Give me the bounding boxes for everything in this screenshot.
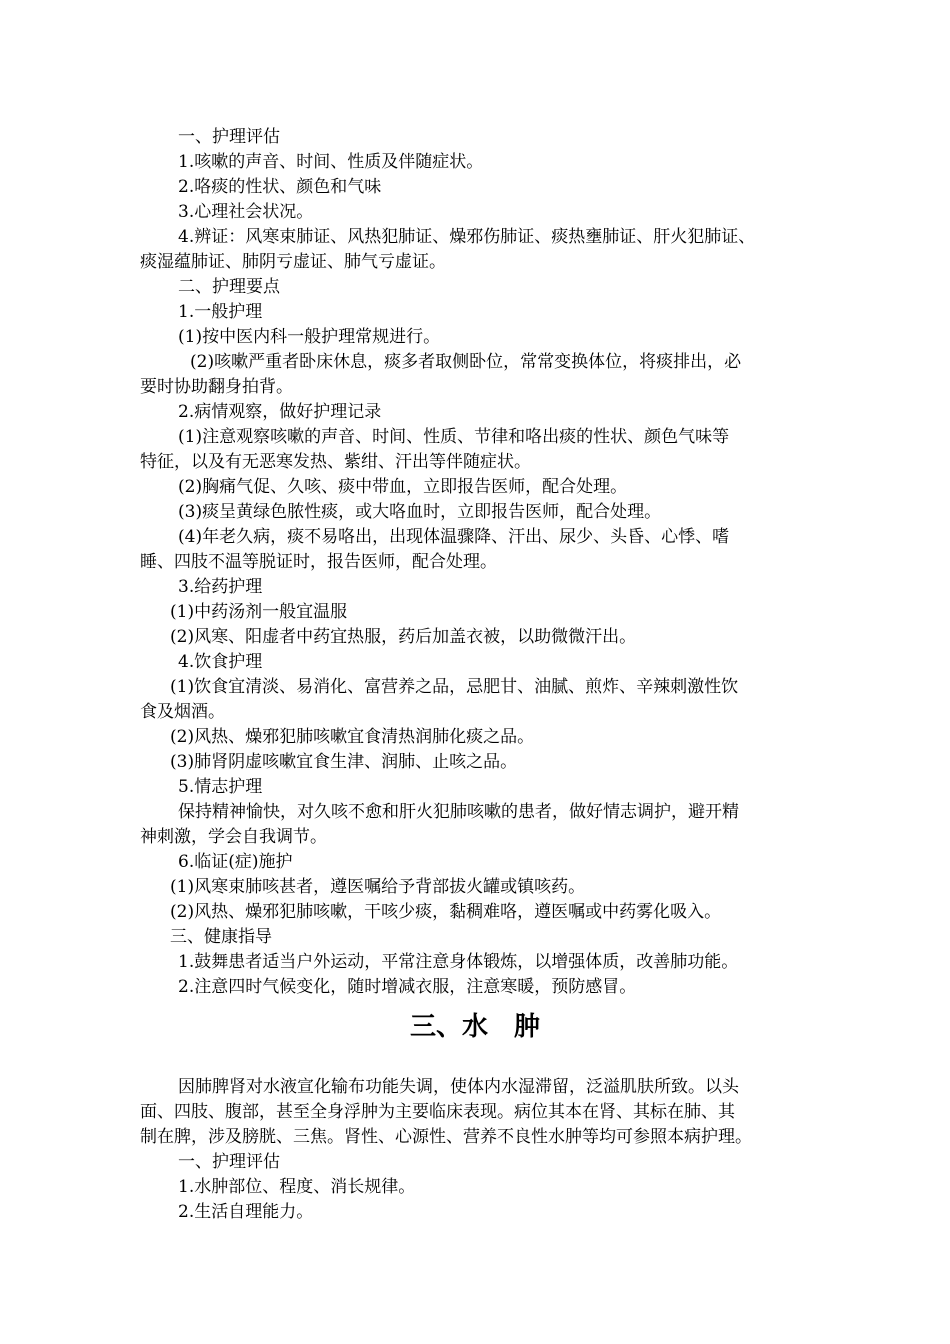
paragraph: (2)风热、燥邪犯肺咳嗽，干咳少痰，黏稠难咯，遵医嘱或中药雾化吸入。 [170, 902, 722, 922]
paragraph: (1)风寒束肺咳甚者，遵医嘱给予背部拔火罐或镇咳药。 [170, 877, 586, 897]
paragraph: 因肺脾肾对水液宣化输布功能失调，使体内水湿滞留，泛溢肌肤所致。以头 [178, 1077, 739, 1097]
paragraph: (4)年老久病，痰不易咯出，出现体温骤降、汗出、尿少、头昏、心悸、嗜 [178, 527, 730, 547]
section-title: 三、水 肿 [409, 1012, 540, 1042]
paragraph: 食及烟酒。 [140, 702, 225, 722]
paragraph: 2.咯痰的性状、颜色和气味 [178, 177, 382, 197]
paragraph: 1.一般护理 [178, 302, 263, 322]
paragraph: (1)中药汤剂一般宜温服 [170, 602, 348, 622]
paragraph: (2)咳嗽严重者卧床休息，痰多者取侧卧位，常常变换体位，将痰排出，必 [190, 352, 742, 372]
paragraph: 3.心理社会状况。 [178, 202, 314, 222]
paragraph: 2.生活自理能力。 [178, 1202, 314, 1222]
heading-nursing-assessment: 一、护理评估 [178, 127, 280, 147]
paragraph: 4.饮食护理 [178, 652, 263, 672]
paragraph: (3)肺肾阴虚咳嗽宜食生津、润肺、止咳之品。 [170, 752, 518, 772]
paragraph: 2.病情观察，做好护理记录 [178, 402, 382, 422]
paragraph: 2.注意四时气候变化，随时增减衣服，注意寒暖，预防感冒。 [178, 977, 637, 997]
paragraph: (1)注意观察咳嗽的声音、时间、性质、节律和咯出痰的性状、颜色气味等 [178, 427, 730, 447]
paragraph: 6.临证(症)施护 [178, 852, 293, 872]
paragraph: (3)痰呈黄绿色脓性痰，或大咯血时，立即报告医师，配合处理。 [178, 502, 662, 522]
paragraph: 4.辨证：风寒束肺证、风热犯肺证、燥邪伤肺证、痰热壅肺证、肝火犯肺证、 [178, 227, 756, 247]
paragraph: 痰湿蕴肺证、肺阴亏虚证、肺气亏虚证。 [140, 252, 446, 272]
paragraph: 要时协助翻身拍背。 [140, 377, 293, 397]
paragraph: (2)风热、燥邪犯肺咳嗽宜食清热润肺化痰之品。 [170, 727, 535, 747]
paragraph: 3.给药护理 [178, 577, 263, 597]
paragraph: (1)饮食宜清淡、易消化、富营养之品，忌肥甘、油腻、煎炸、辛辣刺激性饮 [170, 677, 739, 697]
paragraph: 保持精神愉快，对久咳不愈和肝火犯肺咳嗽的患者，做好情志调护，避开精 [178, 802, 739, 822]
heading-health-guidance: 三、健康指导 [170, 927, 272, 947]
paragraph: 特征，以及有无恶寒发热、紫绀、汗出等伴随症状。 [140, 452, 531, 472]
paragraph: 制在脾，涉及膀胱、三焦。肾性、心源性、营养不良性水肿等均可参照本病护理。 [140, 1127, 752, 1147]
paragraph: 1.咳嗽的声音、时间、性质及伴随症状。 [178, 152, 484, 172]
paragraph: (1)按中医内科一般护理常规进行。 [178, 327, 441, 347]
paragraph: 面、四肢、腹部，甚至全身浮肿为主要临床表现。病位其本在肾、其标在肺、其 [140, 1102, 735, 1122]
heading-nursing-points: 二、护理要点 [178, 277, 280, 297]
paragraph: 1.水肿部位、程度、消长规律。 [178, 1177, 416, 1197]
paragraph: 5.情志护理 [178, 777, 263, 797]
paragraph: 1.鼓舞患者适当户外运动，平常注意身体锻炼，以增强体质，改善肺功能。 [178, 952, 739, 972]
paragraph: 神刺激，学会自我调节。 [140, 827, 327, 847]
heading-nursing-assessment-2: 一、护理评估 [178, 1152, 280, 1172]
paragraph: (2)风寒、阳虚者中药宜热服，药后加盖衣被，以助微微汗出。 [170, 627, 637, 647]
paragraph: (2)胸痛气促、久咳、痰中带血，立即报告医师，配合处理。 [178, 477, 628, 497]
paragraph: 睡、四肢不温等脱证时，报告医师，配合处理。 [140, 552, 497, 572]
